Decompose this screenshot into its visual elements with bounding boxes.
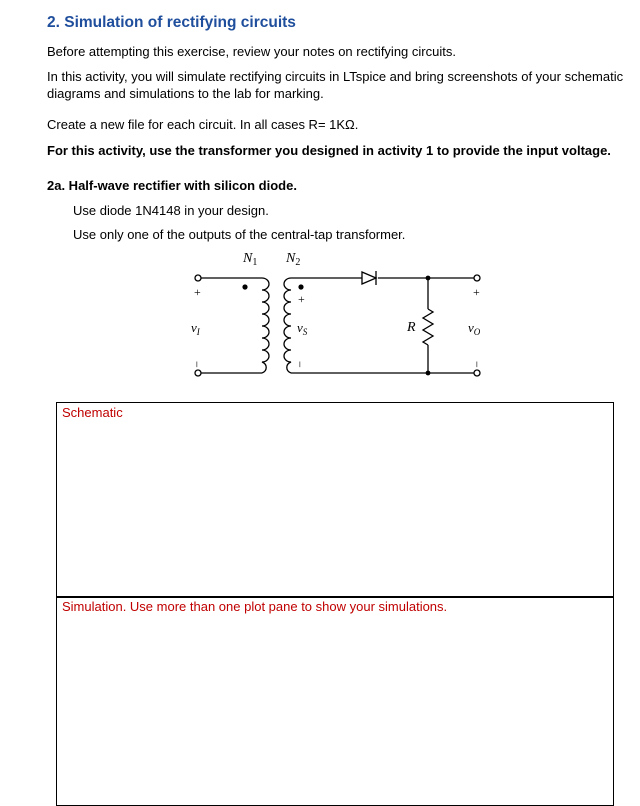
- simulation-box[interactable]: [56, 596, 614, 806]
- primary-minus: −: [190, 361, 204, 368]
- secondary-minus: −: [293, 361, 307, 368]
- junction-bottom: [426, 371, 431, 376]
- section-title: 2. Simulation of rectifying circuits: [47, 14, 296, 31]
- output-plus: +: [473, 285, 480, 299]
- instruction-2: Use only one of the outputs of the central-tap transformer.: [73, 227, 406, 242]
- secondary-circuit: [284, 275, 480, 376]
- schematic-box[interactable]: [56, 402, 614, 598]
- schematic-label: Schematic: [62, 405, 123, 420]
- junction-top: [426, 276, 431, 281]
- subsection-title: 2a. Half-wave rectifier with silicon diode.: [47, 178, 297, 193]
- intro-line-3: Create a new file for each circuit. In all cases R= 1KΩ.: [47, 117, 359, 132]
- output-minus: −: [470, 361, 484, 368]
- vi-label: $v_I$: [191, 320, 200, 337]
- simulation-label: Simulation. Use more than one plot pane to show your simulations.: [62, 599, 448, 614]
- secondary-plus: +: [298, 292, 305, 306]
- vo-label: $v_O$: [468, 320, 481, 337]
- secondary-dot: [298, 284, 303, 289]
- r-label: R: [407, 320, 416, 335]
- half-wave-rectifier-circuit: [0, 240, 640, 390]
- intro-line-4: For this activity, use the transformer you designed in activity 1 to provide the input voltage.: [47, 143, 611, 158]
- primary-dot: [242, 284, 247, 289]
- primary-circuit: [195, 275, 269, 376]
- instruction-1: Use diode 1N4148 in your design.: [73, 203, 269, 218]
- diode-symbol: [362, 271, 376, 285]
- n2-label: $N_2$: [286, 251, 301, 268]
- intro-line-1: Before attempting this exercise, review your notes on rectifying circuits.: [47, 44, 456, 59]
- primary-plus: +: [194, 285, 201, 299]
- intro-line-2b: diagrams and simulations to the lab for marking.: [47, 86, 324, 101]
- vs-label: $v_S$: [297, 320, 308, 337]
- intro-line-2a: In this activity, you will simulate rectifying circuits in LTspice and bring screenshots of your schematic: [47, 69, 624, 84]
- n1-label: $N_1$: [243, 251, 258, 268]
